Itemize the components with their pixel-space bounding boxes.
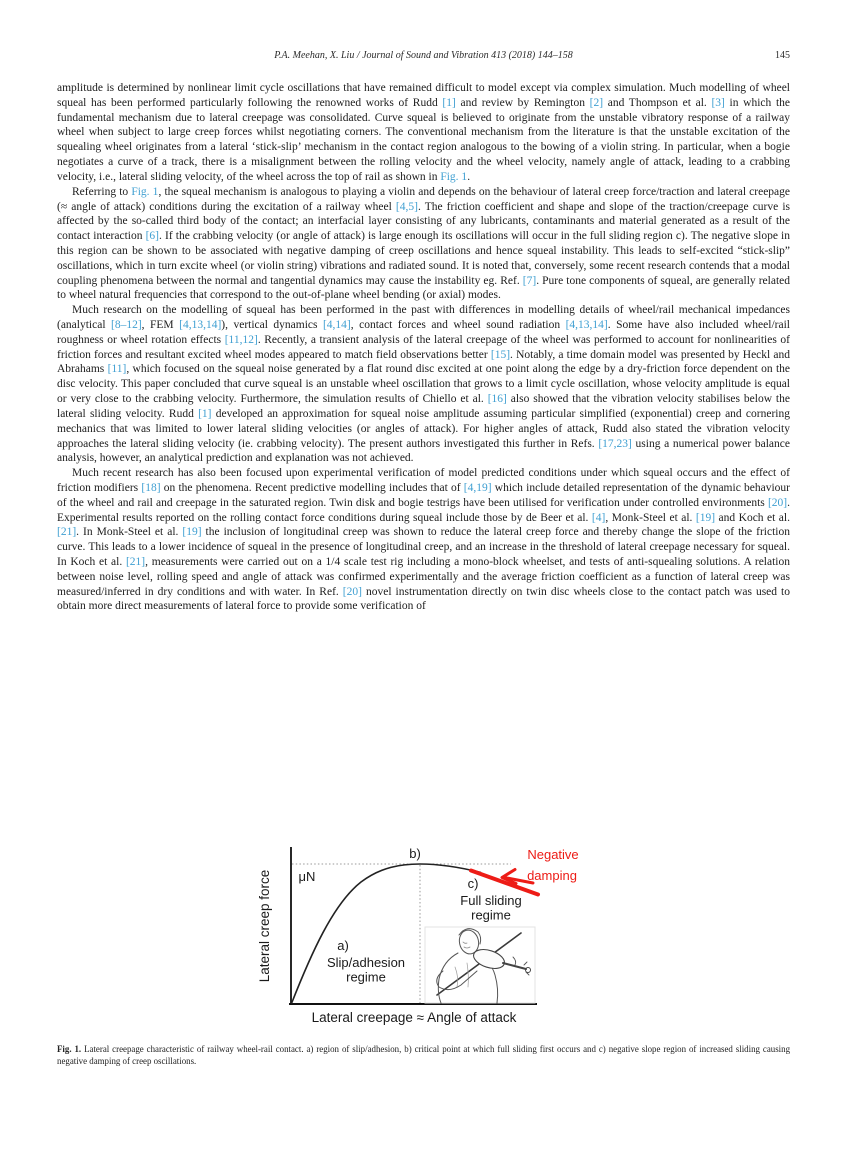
citation-link[interactable]: Fig. 1 <box>440 170 468 183</box>
paragraph-text: . Pure tone components of squeal, are generally related to wheel natural frequencies that correspond to the out-of-plane wheel bending (or axial) modes. <box>57 274 790 302</box>
paragraph-text: and Koch et al. <box>715 511 790 524</box>
citation-link[interactable]: [21] <box>57 526 77 539</box>
citation-link[interactable]: [4,19] <box>463 481 492 494</box>
citation-link[interactable]: [19] <box>182 526 202 539</box>
paragraph-text: also showed that the vibration velocity stabilises below the lateral sliding velocity. Rudd <box>57 393 790 420</box>
page-header <box>57 50 790 61</box>
paragraph-text: . Experimental results reported on the rolling contact force conditions during squeal include those by de Beer et al. <box>57 496 790 524</box>
paragraph-text: novel instrumentation directly on twin disc wheels close to the contact patch was used to obtain more direct measurements of lateral force to provide some verification of <box>57 585 790 613</box>
label-a: a) <box>337 938 349 953</box>
paragraph-text: on the phenomena. Recent predictive modelling includes that of <box>160 481 464 494</box>
paragraph-text: , FEM <box>141 319 180 331</box>
citation-link[interactable]: [4,14] <box>322 319 351 331</box>
paragraph-text: using a numerical power balance analysis, however, an analytical prediction and explanation was not achieved. <box>57 437 790 465</box>
paragraph-text: . <box>467 170 471 183</box>
citation-link[interactable]: [17,23] <box>598 437 632 450</box>
citation-link[interactable]: [1] <box>442 96 456 109</box>
paragraph-text: amplitude is determined by nonlinear limit cycle oscillations that have remained difficult to model except via complex simulation. Much modelling of wheel squeal has been performed particularly following the renowned works of Rudd <box>57 82 790 109</box>
figure-1 <box>253 842 588 1040</box>
mu-n-label: μN <box>298 869 316 884</box>
paragraph-text: , contact forces and wheel sound radiation <box>350 319 566 331</box>
citation-link[interactable]: [8–12] <box>111 319 142 331</box>
paragraph-text: Much recent research has also been focused upon experimental verification of model predicted conditions under which squeal occurs and the effect of friction modifiers <box>57 467 790 494</box>
citation-link[interactable]: [11,12] <box>224 333 258 346</box>
paragraph-text: . Recently, a transient analysis of the lateral creepage of the wheel was performed to account for nonlinearities of friction forces and resultant excited wheel modes appeared to match field observations better <box>57 333 790 361</box>
citation-link[interactable]: [20] <box>342 585 362 598</box>
figure-caption-label: Fig. 1. <box>57 1044 82 1054</box>
label-b: b) <box>409 846 421 861</box>
citation-link[interactable]: [6] <box>145 230 160 243</box>
citation-link[interactable]: [4,13,14] <box>565 319 608 331</box>
paragraph-text: . Some have also included wheel/rail roughness or wheel rotation effects <box>57 319 790 346</box>
article-body <box>57 81 790 614</box>
citation-link[interactable]: [15] <box>490 348 511 361</box>
figure-caption-text: Lateral creepage characteristic of railway wheel-rail contact. a) region of slip/adhesion, b) critical point at which full sliding first occurs and c) negative slope region of increased sliding causing negative damping of creep oscillations. <box>57 1044 791 1066</box>
negative-damping-label: Negative <box>527 847 579 862</box>
citation-link[interactable]: [21] <box>125 556 146 568</box>
citation-link[interactable]: [1] <box>198 407 212 420</box>
paragraph-text: . The friction coefficient and shape and slope of the traction/creepage curve is affected by the so-called third body of the contact; an interfacial layer consisting of any lubricants, contaminants and material generated as a result of the contact interaction <box>57 200 790 243</box>
paragraph-text: and Thompson et al. <box>603 96 712 109</box>
slip-adhesion-regime-label: Slip/adhesion <box>326 955 406 970</box>
paragraph-text: and review by Remington <box>455 96 590 109</box>
citation-link[interactable]: [3] <box>711 96 725 109</box>
paragraph-text: , measurements were carried out on a 1/4 scale test rig including a mono-block wheelset, and tests of anti-squealing solutions. A relation between noise level, rolling speed and angle of attack was confirmed experimentally and the average friction coefficient as a function of lateral creep was measured/inferred in dry conditions and with water. In Ref. <box>57 556 790 598</box>
paragraph-text: the inclusion of longitudinal creep was shown to reduce the lateral creep force and thereby change the slope of the friction curve. This leads to a lower incidence of squeal in the presence of longitudinal creep, and an increase in the threshold of lateral creepage necessary for squeal. In Koch et al. <box>57 526 790 568</box>
paragraph-text: developed an approximation for squeal noise amplitude assuming particular simplified (exponential) creep and cornering mechanics that was limited to lower lateral sliding velocities (or angles of attack). For higher angles of attack, Rudd also stated the vibration velocity approaches the lateral sliding velocity (ie. crabbing velocity). The present authors investigated this further in Refs. <box>57 407 790 450</box>
label-c: c) <box>467 876 479 891</box>
paragraph-text: which include detailed representation of the dynamic behaviour of the wheel and rail and creepage in the saturated region. Twin disk and bogie testrigs have been utilised for verification under controlled environments <box>57 481 790 509</box>
running-title: P.A. Meehan, X. Liu / Journal of Sound and Vibration 413 (2018) 144–158 <box>274 50 573 61</box>
paragraph-text: . In Monk-Steel et al. <box>76 526 183 539</box>
citation-link[interactable]: [7] <box>522 274 537 287</box>
citation-link[interactable]: [4,13,14] <box>179 319 222 331</box>
paragraph-text: . If the crabbing velocity (or angle of attack) is large enough its oscillations will occur in the full sliding region c). The negative slope in this region can be shown to be associated with negative damping of creep oscillations and hence squeal instability. This leads to self-excited “stick-slip” oscillations, which in turn excite wheel (or violin string) vibrations and radiated sound. It is noted that, conversely, some recent research contends that a modal coupling phenomena between the normal and tangential dynamics may cause the instability eg. Ref. <box>57 230 790 287</box>
paragraph <box>57 466 790 614</box>
citation-link[interactable]: [2] <box>589 96 604 109</box>
citation-link[interactable]: [4] <box>591 511 606 524</box>
paragraph <box>57 185 790 304</box>
citation-link[interactable]: [20] <box>767 496 788 509</box>
violinist-illustration <box>425 927 535 1003</box>
citation-link[interactable]: [16] <box>487 393 507 406</box>
paragraph-text: , which focused on the squeal noise generated by a flat round disc excited at one point along the edge by a dry-friction force dependent on the disc velocity. This paper concluded that curve squeal is an unstable wheel oscillation that grows to a limit cycle oscillation, whose velocity amplitude is equal or very close to the crabbing velocity. Furthermore, the simulation results of Chiello et al. <box>57 363 791 406</box>
negative-damping-label-2: damping <box>527 868 577 883</box>
full-sliding-regime-label-2: regime <box>471 907 511 923</box>
page-number: 145 <box>775 50 790 61</box>
full-sliding-regime-label: Full sliding <box>460 893 522 908</box>
citation-link[interactable]: [18] <box>141 481 161 494</box>
citation-link[interactable]: [4,5] <box>395 200 418 213</box>
citation-link[interactable]: [19] <box>695 511 716 524</box>
citation-link[interactable]: [11] <box>107 363 127 376</box>
paragraph-text: Referring to <box>72 185 132 198</box>
paragraph <box>57 81 790 185</box>
slip-adhesion-regime-label-2: regime <box>346 969 386 985</box>
paragraph <box>57 303 790 466</box>
paragraph-text: . Notably, a time domain model was presented by Heckl and Abrahams <box>57 348 790 376</box>
x-axis-label: Lateral creepage ≈ Angle of attack <box>311 1010 517 1025</box>
paragraph-text: Much research on the modelling of squeal has been performed in the past with differences in modelling details of wheel/rail mechanical impedances (analytical <box>57 304 790 331</box>
creep-curve-figure <box>253 842 588 1040</box>
y-axis-label: Lateral creep force <box>257 869 272 983</box>
figure-caption <box>57 1044 790 1067</box>
paragraph-text: ), vertical dynamics <box>221 319 323 331</box>
paragraph-text: , the squeal mechanism is analogous to playing a violin and depends on the behaviour of lateral creep force/traction and lateral creepage (≈ angle of attack) conditions during the excitation of a railway wheel <box>57 185 791 213</box>
citation-link[interactable]: Fig. 1 <box>131 185 159 198</box>
paragraph-text: in which the fundamental mechanism due to lateral creepage was consolidated. Curve squeal is believed to originate from the unstable vibratory response of a railway wheel when subject to large creep forces whilst negotiating corners. The conventional mechanism from the literature is that the unstable excitation of the squealing wheel originates from a lateral ‘stick-slip’ mechanism in the contact region analogous to the bowing of a violin string. In particular, when a bogie negotiates a curve of a track, there is a misalignment between the rolling velocity and the wheel velocity, namely angle of attack, leading to a crabbing velocity, i.e., lateral sliding velocity, of the wheel across the top of rail as shown in <box>57 96 790 183</box>
paragraph-text: , Monk-Steel et al. <box>605 511 696 524</box>
